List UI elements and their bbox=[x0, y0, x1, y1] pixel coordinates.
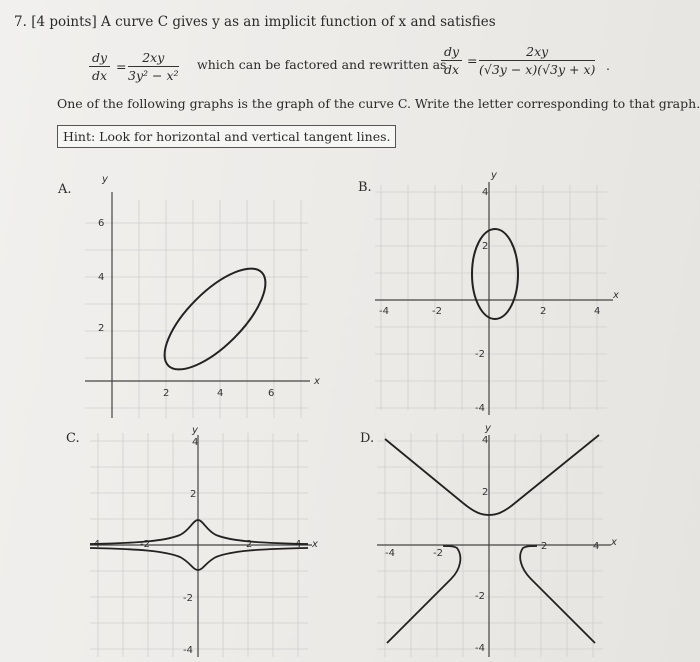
graph-c-x-label: x bbox=[312, 539, 318, 550]
graph-a-ytick: 4 bbox=[98, 272, 105, 283]
graph-a-xtick: 4 bbox=[217, 388, 224, 399]
graph-d-curve-right bbox=[520, 546, 595, 643]
graph-d-ytick: 4 bbox=[482, 435, 489, 446]
graph-a-label: A. bbox=[58, 182, 72, 197]
graph-b-xtick: -4 bbox=[379, 306, 389, 317]
graph-c-ytick: 2 bbox=[190, 489, 197, 500]
graph-d-xtick: 2 bbox=[541, 541, 548, 552]
graph-b-x-label: x bbox=[613, 290, 619, 301]
graph-c-label: C. bbox=[66, 431, 80, 446]
eq1-lhs-num: dy bbox=[89, 50, 110, 67]
graph-b-ytick: 2 bbox=[482, 241, 489, 252]
graph-b-xtick: -2 bbox=[432, 306, 442, 317]
graph-c-xtick: 4 bbox=[295, 539, 302, 550]
graph-d bbox=[375, 425, 635, 660]
eq2-period: . bbox=[606, 58, 610, 73]
problem-statement: A curve C gives y as an implicit function of x and satisfies bbox=[101, 14, 496, 30]
eq1-lhs-den: dx bbox=[92, 68, 108, 83]
graph-b-xtick: 2 bbox=[540, 306, 547, 317]
eq-connector: which can be factored and rewritten as bbox=[197, 57, 447, 72]
eq2-rhs-num: 2xy bbox=[479, 44, 595, 61]
hint-box: Hint: Look for horizontal and vertical tangent lines. bbox=[57, 125, 396, 148]
graph-c-ytick: 4 bbox=[192, 437, 199, 448]
eq2-rhs bbox=[479, 44, 595, 77]
graph-b-ytick: 4 bbox=[482, 187, 489, 198]
graph-d-ytick: -2 bbox=[475, 591, 485, 602]
graph-d-xtick: 4 bbox=[593, 541, 600, 552]
eq2-lhs-den: dx bbox=[444, 62, 460, 77]
graph-b bbox=[375, 170, 635, 425]
graph-d-label: D. bbox=[360, 431, 375, 446]
graph-a-ytick: 6 bbox=[98, 218, 105, 229]
instruction-text: One of the following graphs is the graph of the curve C. Write the letter corresponding to that graph. bbox=[57, 96, 700, 111]
graph-d-xtick: -2 bbox=[433, 548, 443, 559]
graph-c-ytick: -2 bbox=[183, 593, 193, 604]
graph-d-x-label: x bbox=[611, 537, 617, 548]
graph-b-ytick: -2 bbox=[475, 349, 485, 360]
eq2-equals: = bbox=[467, 53, 478, 68]
graph-b-ytick: -4 bbox=[475, 403, 485, 414]
graph-a-ytick: 2 bbox=[98, 323, 105, 334]
graph-c bbox=[80, 425, 340, 660]
graph-a-curve bbox=[149, 253, 281, 385]
eq1-rhs-den: 3y² − x² bbox=[128, 68, 179, 83]
problem-number: 7. bbox=[14, 14, 27, 30]
graph-a-xtick: 2 bbox=[163, 388, 170, 399]
graph-d-ytick: 2 bbox=[482, 487, 489, 498]
graph-c-xtick: -4 bbox=[90, 539, 100, 550]
graph-d-ytick: -4 bbox=[475, 643, 485, 654]
eq2-lhs-num: dy bbox=[441, 44, 462, 61]
problem-header bbox=[14, 14, 496, 30]
eq2-lhs bbox=[441, 44, 462, 77]
graph-a-xtick: 6 bbox=[268, 388, 275, 399]
eq1-lhs bbox=[89, 50, 110, 83]
graph-c-y-label: y bbox=[192, 425, 198, 436]
graph-a bbox=[70, 170, 330, 425]
graph-d-y-label: y bbox=[485, 425, 491, 434]
eq1-rhs bbox=[128, 50, 179, 83]
graph-a-x-label: x bbox=[314, 376, 320, 387]
graph-a-y-label: y bbox=[102, 174, 108, 185]
eq1-equals: = bbox=[116, 59, 127, 74]
eq1-rhs-num: 2xy bbox=[128, 50, 179, 67]
graph-d-xtick: -4 bbox=[385, 548, 395, 559]
graph-b-label: B. bbox=[358, 180, 372, 195]
graph-b-y-label: y bbox=[491, 170, 497, 181]
problem-points: [4 points] bbox=[31, 14, 97, 30]
graph-d-curve-left bbox=[387, 546, 460, 643]
graph-b-curve bbox=[472, 229, 518, 319]
eq2-rhs-den: (√3y − x)(√3y + x) bbox=[479, 62, 596, 77]
graph-c-xtick: 2 bbox=[246, 539, 253, 550]
graph-b-xtick: 4 bbox=[594, 306, 601, 317]
graph-c-xtick: -2 bbox=[140, 539, 150, 550]
graph-c-ytick: -4 bbox=[183, 645, 193, 656]
